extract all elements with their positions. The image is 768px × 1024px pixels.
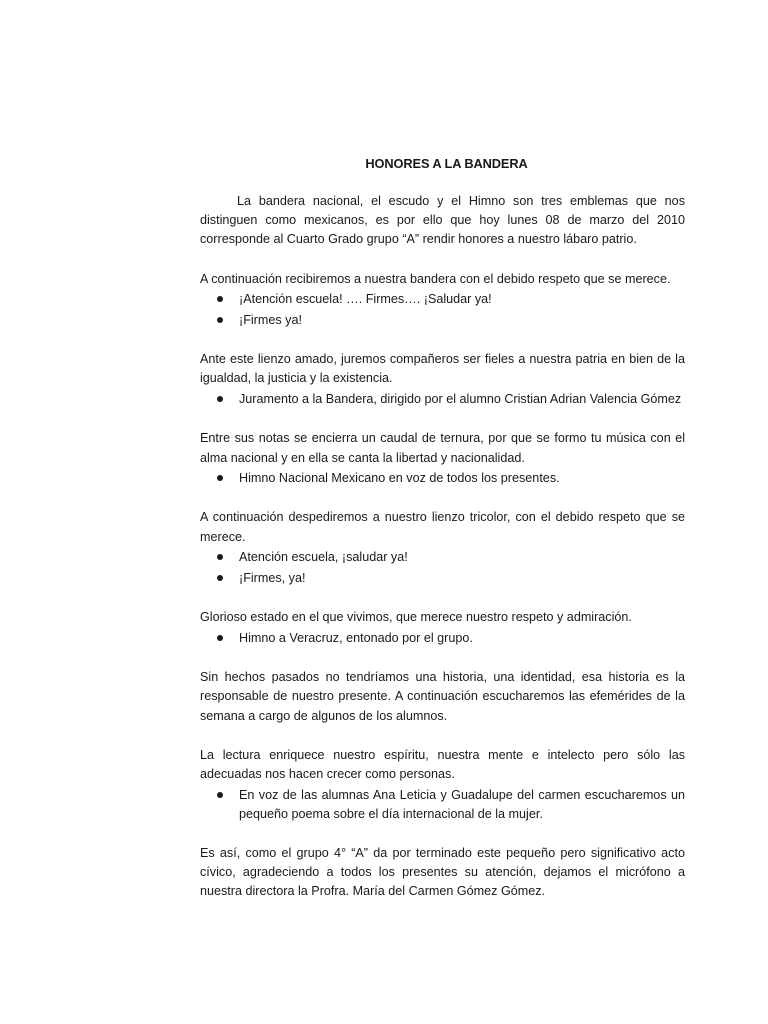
list-item-text: En voz de las alumnas Ana Leticia y Guadalupe del carmen escucharemos un pequeño poema sobre el día internacional de la mujer. bbox=[239, 787, 685, 821]
bullet-icon bbox=[217, 792, 223, 798]
section-paragraph: Sin hechos pasados no tendríamos una historia, una identidad, esa historia es la responsable de nuestro presente. A continuación escucharemos las efemérides de la semana a cargo de algunos de los alumnos. bbox=[200, 670, 685, 723]
bullet-icon bbox=[217, 296, 223, 302]
list-item bbox=[200, 569, 685, 588]
list-item bbox=[200, 390, 685, 409]
bullet-icon bbox=[217, 554, 223, 560]
list-item-text: ¡Atención escuela! …. Firmes…. ¡Saludar ya! bbox=[239, 292, 492, 307]
list-item-text: ¡Firmes, ya! bbox=[239, 571, 306, 586]
bullet-icon bbox=[217, 635, 223, 641]
bullet-list bbox=[200, 390, 685, 409]
bullet-list bbox=[200, 629, 685, 648]
list-item-text: Himno Nacional Mexicano en voz de todos los presentes. bbox=[239, 471, 560, 486]
list-item-text: Himno a Veracruz, entonado por el grupo. bbox=[239, 630, 473, 645]
list-item bbox=[200, 548, 685, 567]
bullet-icon bbox=[217, 575, 223, 581]
bullet-icon bbox=[217, 317, 223, 323]
list-item-text: Atención escuela, ¡saludar ya! bbox=[239, 550, 408, 565]
list-item-text: ¡Firmes ya! bbox=[239, 313, 302, 328]
list-item bbox=[200, 311, 685, 330]
list-item bbox=[200, 290, 685, 309]
sections-container bbox=[200, 270, 685, 902]
section-paragraph: Glorioso estado en el que vivimos, que merece nuestro respeto y admiración. bbox=[200, 610, 632, 625]
list-item bbox=[200, 629, 685, 648]
list-item bbox=[200, 469, 685, 488]
bullet-icon bbox=[217, 475, 223, 481]
bullet-list bbox=[200, 290, 685, 330]
section-paragraph: Es así, como el grupo 4° “A” da por terminado este pequeño pero significativo acto cívico, agradeciendo a todos los presentes su atención, dejamos el micrófono a nuestra directora la Profra. María del Carmen Gómez Gómez. bbox=[200, 846, 685, 899]
section-paragraph: Ante este lienzo amado, juremos compañeros ser fieles a nuestra patria en bien de la igualdad, la justicia y la existencia. bbox=[200, 352, 685, 386]
bullet-list bbox=[200, 469, 685, 488]
section-paragraph: A continuación recibiremos a nuestra bandera con el debido respeto que se merece. bbox=[200, 271, 671, 286]
list-item bbox=[200, 786, 685, 824]
bullet-list bbox=[200, 548, 685, 588]
intro-paragraph: La bandera nacional, el escudo y el Himno son tres emblemas que nos distinguen como mexicanos, es por ello que hoy lunes 08 de marzo del 2010 corresponde al Cuarto Grado grupo “A” rendir honores a nuestro lábaro patrio. bbox=[200, 194, 685, 247]
bullet-list bbox=[200, 786, 685, 824]
list-item-text: Juramento a la Bandera, dirigido por el alumno Cristian Adrian Valencia Gómez bbox=[239, 392, 682, 407]
document-title: HONORES A LA BANDERA bbox=[365, 156, 528, 171]
section-paragraph: A continuación despediremos a nuestro lienzo tricolor, con el debido respeto que se merece. bbox=[200, 510, 685, 544]
document-body bbox=[200, 156, 685, 902]
section-paragraph: Entre sus notas se encierra un caudal de ternura, por que se formo tu música con el alma nacional y en ella se canta la libertad y nacionalidad. bbox=[200, 431, 685, 465]
bullet-icon bbox=[217, 396, 223, 402]
section-paragraph: La lectura enriquece nuestro espíritu, nuestra mente e intelecto pero sólo las adecuadas nos hacen crecer como personas. bbox=[200, 747, 685, 781]
